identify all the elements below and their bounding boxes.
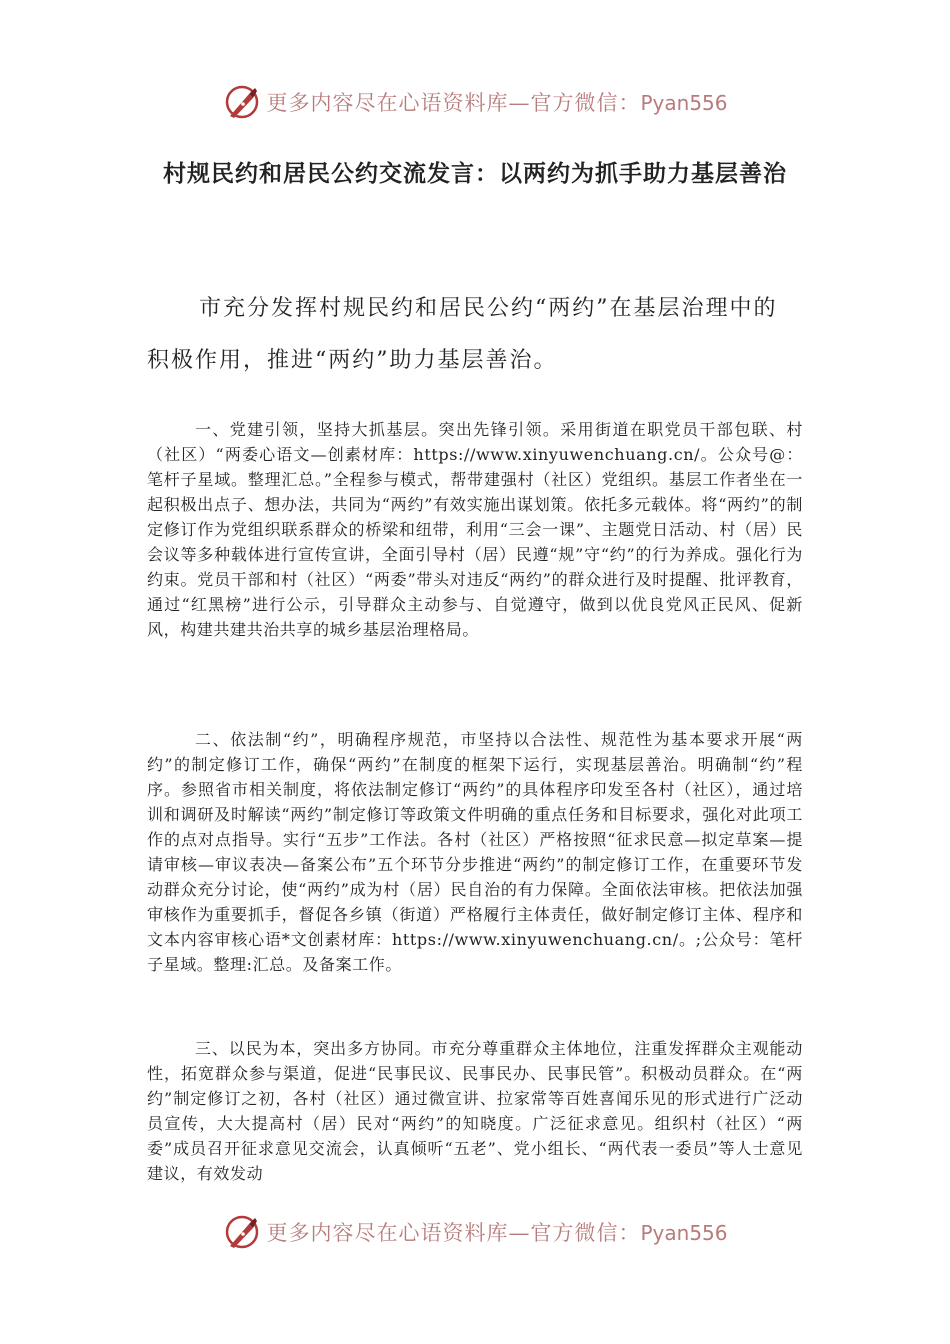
lead-paragraph: 市充分发挥村规民约和居民公约“两约”在基层治理中的积极作用，推进“两约”助力基层善治。 (147, 296, 778, 373)
watermark-banner-top (0, 80, 950, 124)
pen-nib-icon (222, 1212, 262, 1252)
body-paragraph-2: 二、依法制“约”，明确程序规范，市坚持以合法性、规范性为基本要求开展“两约”的制定修订工作，确保“两约”在制度的框架下运行，实现基层善治。明确制“约”程序。参照省市相关制度，将依法制定修订“两约”的具体程序印发至各村（社区），通过培训和调研及时解读“两约”制定修订等政策文件明确的重点任务和目标要求，强化对此项工作的点对点指导。实行“五步”工作法。各村（社区）严格按照“征求民意—拟定草案—提请审核—审议表决—备案公布”五个环节分步推进“两约”的制定修订工作，在重要环节发动群众充分讨论，使“两约”成为村（居）民自治的有力保障。全面依法审核。把依法加强审核作为重要抓手，督促各乡镇（街道）严格履行主体责任，做好制定修订主体、程序和文本内容审核心语*文创素材库：https://www.xinyuwenchuang.cn/。;公众号：笔杆子星域。整理:汇总。及备案工作。 (147, 730, 803, 974)
watermark-text: 更多内容尽在心语资料库—官方微信：Pyan556 (266, 1221, 728, 1245)
body-paragraph-3: 三、以民为本，突出多方协同。市充分尊重群众主体地位，注重发挥群众主观能动性，拓宽群众参与渠道，促进“民事民议、民事民办、民事民管”。积极动员群众。在“两约”制定修订之初，各村（社区）通过微宣讲、拉家常等百姓喜闻乐见的形式进行广泛动员宣传，大大提高村（居）民对“两约”的知晓度。广泛征求意见。组织村（社区）“两委”成员召开征求意见交流会，认真倾听“五老”、党小组长、“两代表一委员”等人士意见建议，有效发动 (147, 1039, 803, 1183)
watermark-wechat-id: Pyan556 (640, 1221, 728, 1245)
body-paragraph-1: 一、党建引领，坚持大抓基层。突出先锋引领。采用街道在职党员干部包联、村（社区）“两委心语文—创素材库：https://www.xinyuwenchuang.cn/。公众号@：笔杆子星域。整理汇总。”全程参与模式，帮带建强村（社区）党组织。基层工作者坐在一起积极出点子、想办法，共同为“两约”有效实施出谋划策。依托多元载体。将“两约”的制定修订作为党组织联系群众的桥梁和纽带，利用“三会一课”、主题党日活动、村（居）民会议等多种载体进行宣传宣讲，全面引导村（居）民遵“规”守“约”的行为养成。强化行为约束。党员干部和村（社区）“两委”带头对违反“两约”的群众进行及时提醒、批评教育，通过“红黑榜”进行公示，引导群众主动参与、自觉遵守，做到以优良党风正民风、促新风，构建共建共治共享的城乡基层治理格局。 (147, 420, 803, 639)
watermark-wechat-id: Pyan556 (640, 91, 728, 115)
page-title: 村规民约和居民公约交流发言：以两约为抓手助力基层善治 (163, 161, 787, 187)
pen-nib-icon (222, 82, 262, 122)
watermark-banner-bottom (0, 1210, 950, 1254)
watermark-text: 更多内容尽在心语资料库—官方微信：Pyan556 (266, 91, 728, 115)
